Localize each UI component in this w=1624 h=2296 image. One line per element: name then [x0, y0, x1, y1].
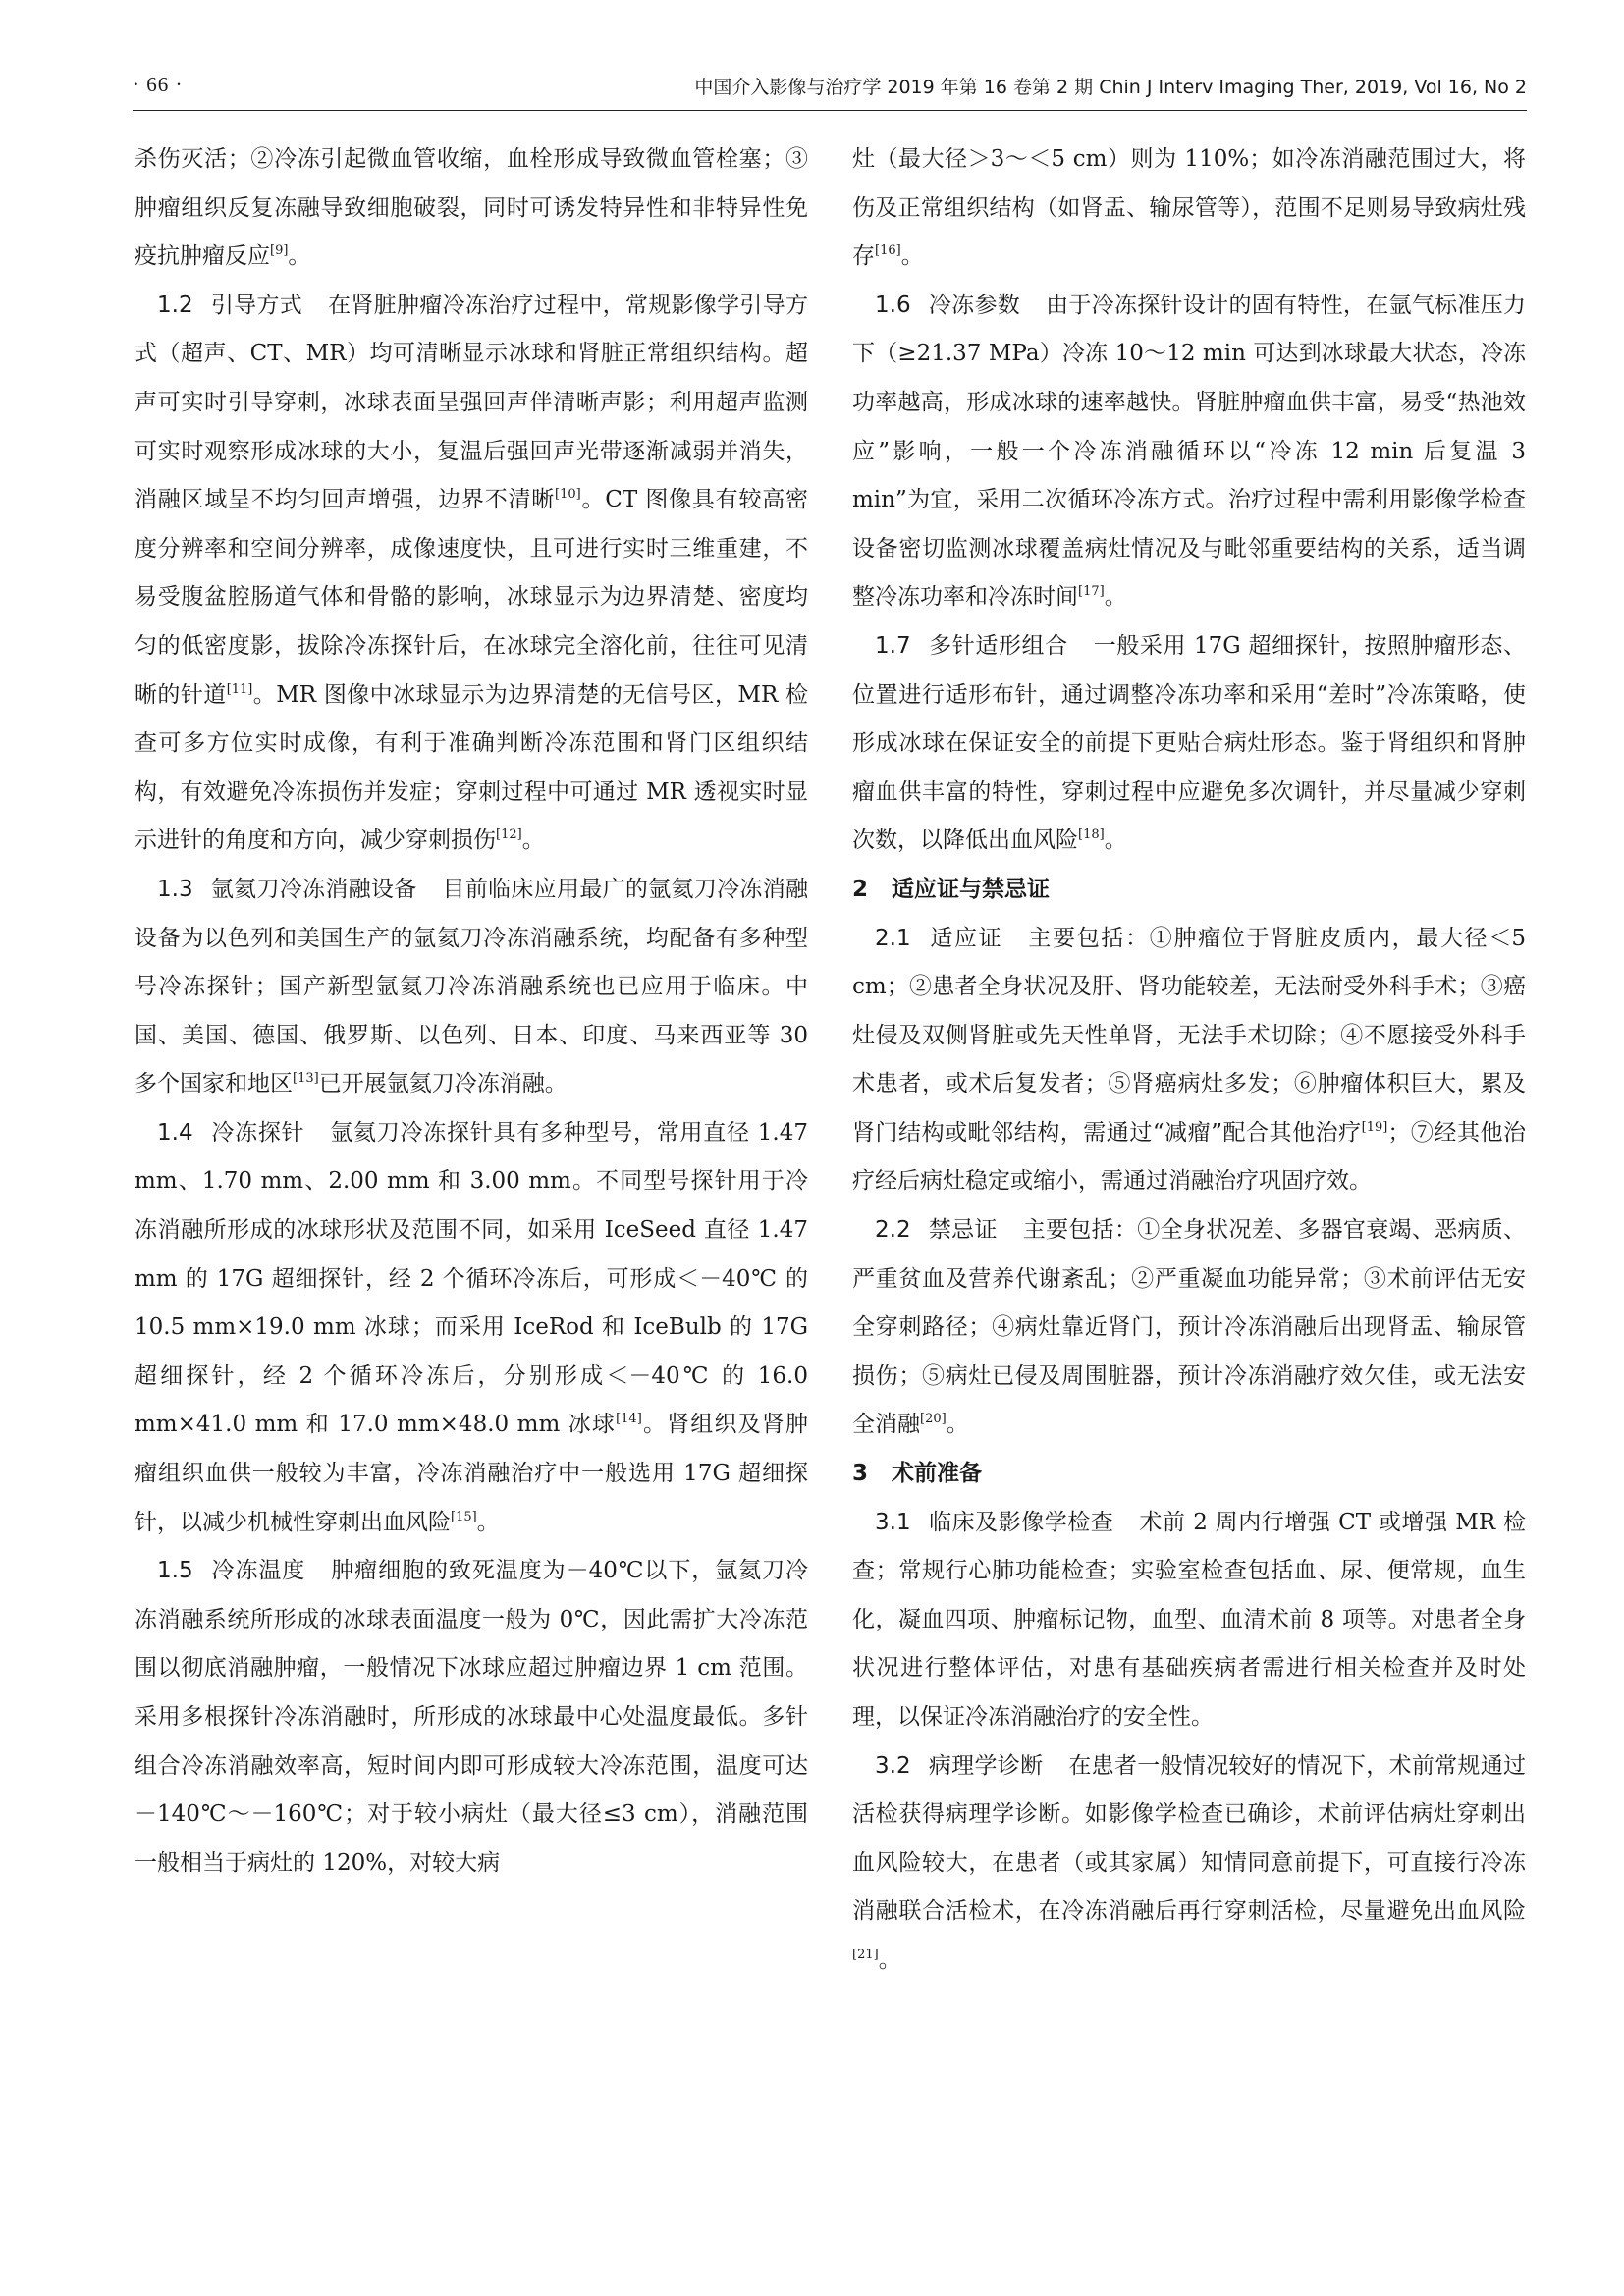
subsection-number: 1.4 [157, 1119, 193, 1146]
subsection-number: 1.2 [157, 292, 193, 318]
paragraph [852, 622, 1526, 866]
body-text: 氩氦刀冷冻探针具有多种型号，常用直径 1.47 mm、1.70 mm、2.00 mm 和 3.00 mm。不同型号探针用于冷冻消融所形成的冰球形状及范围不同，如采用 IceSeed 直径 1.47 mm 的 17G 超细探针，经 2 个循环冷冻后，可形成＜－40℃ 的 10.5 mm×19.0 mm 冰球；而采用 IceRod 和 IceBulb 的 17G 超细探针，经 2 个循环冷冻后，分别形成＜－40℃ 的 16.0 mm×41.0 mm 和 17.0 mm×48.0 mm 冰球 [135, 1119, 808, 1438]
citation-ref: [18] [1078, 828, 1105, 843]
citation-ref: [9] [270, 243, 289, 259]
body-text: 。CT 图像具有较高密度分辨率和空间分辨率，成像速度快，且可进行实时三维重建，不易受腹盆腔肠道气体和骨骼的影响，冰球显示为边界清楚、密度均匀的低密度影，拔除冷冻探针后，在冰球完全溶化前，往往可见清晰的针道 [135, 487, 809, 708]
body-text: 。 [1104, 584, 1127, 611]
body-text: 一般采用 17G 超细探针，按照肿瘤形态、位置进行适形布针，通过调整冷冻功率和采用“差时”冷冻策略，使形成冰球在保证安全的前提下更贴合病灶形态。鉴于肾组织和肾肿瘤血供丰富的特性，穿刺过程中应避免多次调针，并尽量减少穿刺次数，以降低出血风险 [852, 632, 1527, 854]
subsection-title: 氩氦刀冷冻消融设备 [210, 876, 417, 902]
subsection-title: 禁忌证 [928, 1217, 998, 1244]
body-text: ；⑦经其他治疗经后病灶稳定或缩小，需通过消融治疗巩固疗效。 [852, 1119, 1526, 1195]
subsection-title: 临床及影像学检查 [928, 1509, 1114, 1535]
body-text: 。 [476, 1509, 500, 1535]
section-title: 适应证与禁忌证 [892, 876, 1051, 902]
right-column [852, 135, 1526, 1986]
citation-ref: [19] [1361, 1119, 1388, 1135]
body-text: 杀伤灭活；②冷冻引起微血管收缩，血栓形成导致微血管栓塞；③肿瘤组织反复冻融导致细胞破裂，同时可诱发特异性和非特异性免疫抗肿瘤反应 [135, 146, 808, 270]
section-number: 3 [852, 1461, 869, 1487]
paragraph [135, 1109, 808, 1547]
body-text: 已开展氩氦刀冷冻消融。 [318, 1071, 568, 1097]
body-text: 。MR 图像中冰球显示为边界清楚的无信号区，MR 检查可多方位实时成像，有利于准确判断冷冻范围和肾门区组织结构，有效避免冷冻损伤并发症；穿刺过程中可通过 MR 透视实时显示进针的角度和方向，减少穿刺损伤 [135, 681, 809, 854]
paragraph [852, 1206, 1526, 1450]
paragraph [852, 1499, 1526, 1742]
paragraph [852, 135, 1526, 282]
body-text: 主要包括：①全身状况差、多器官衰竭、恶病质、严重贫血及营养代谢紊乱；②严重凝血功能异常；③术前评估无安全穿刺路径；④病灶靠近肾门，预计冷冻消融后出现肾盂、输尿管损伤；⑤病灶已侵及周围脏器，预计冷冻消融疗效欠佳，或无法安全消融 [852, 1217, 1526, 1438]
subsection-number: 1.7 [875, 632, 911, 659]
subsection-number: 1.5 [157, 1558, 193, 1584]
paragraph [852, 1742, 1526, 1986]
subsection-title: 引导方式 [210, 292, 303, 318]
paragraph [135, 135, 808, 282]
subsection-number: 3.2 [875, 1752, 911, 1779]
subsection-number: 3.1 [875, 1509, 911, 1535]
paragraph [852, 282, 1526, 622]
citation-ref: [21] [852, 1947, 879, 1962]
section-heading [852, 866, 1526, 915]
page-number: · 66 · [133, 73, 184, 96]
citation-ref: [11] [226, 681, 253, 697]
body-text: 术前 2 周内行增强 CT 或增强 MR 检查；常规行心肺功能检查；实验室检查包括血、尿、便常规，血生化，凝血四项、肿瘤标记物，血型、血清术前 8 项等。对患者全身状况进行整体评估，对患有基础疾病者需进行相关检查并及时处理，以保证冷冻消融治疗的安全性。 [852, 1509, 1527, 1730]
citation-ref: [14] [616, 1412, 642, 1427]
body-text: 。 [521, 828, 545, 854]
subsection-number: 1.6 [875, 292, 911, 318]
body-text: 主要包括：①肿瘤位于肾脏皮质内，最大径＜5 cm；②患者全身状况及肝、肾功能较差，无法耐受外科手术；③癌灶侵及双侧肾脏或先天性单肾，无法手术切除；④不愿接受外科手术患者，或术后复发者；⑤肾癌病灶多发；⑥肿瘤体积巨大，累及肾门结构或毗邻结构，需通过“减瘤”配合其他治疗 [852, 925, 1526, 1146]
subsection-number: 2.1 [875, 925, 911, 951]
citation-ref: [12] [496, 828, 522, 843]
paragraph [135, 282, 808, 866]
paragraph [135, 866, 808, 1109]
citation-ref: [20] [920, 1412, 947, 1427]
left-column [135, 135, 808, 1888]
subsection-title: 冷冻探针 [210, 1119, 305, 1146]
subsection-title: 多针适形组合 [928, 632, 1068, 659]
body-text: 。 [878, 1947, 901, 1973]
subsection-number: 2.2 [875, 1217, 911, 1244]
journal-citation: 中国介入影像与治疗学 2019 年第 16 卷第 2 期 Chin J Interv Imaging Ther, 2019, Vol 16, No 2 [694, 77, 1527, 98]
citation-ref: [10] [555, 487, 581, 503]
body-text: 肿瘤细胞的致死温度为－40℃以下，氩氦刀冷冻消融系统所形成的冰球表面温度一般为 0℃，因此需扩大冷冻范围以彻底消融肿瘤，一般情况下冰球应超过肿瘤边界 1 cm 范围。采用多根探针冷冻消融时，所形成的冰球最中心处温度最低。多针组合冷冻消融效率高，短时间内即可形成较大冷冻范围，温度可达－140℃～－160℃；对于较小病灶（最大径≤3 cm），消融范围一般相当于病灶的 120%，对较大病 [135, 1558, 809, 1876]
body-text: 目前临床应用最广的氩氦刀冷冻消融设备为以色列和美国生产的氩氦刀冷冻消融系统，均配备有多种型号冷冻探针；国产新型氩氦刀冷冻消融系统也已应用于临床。中国、美国、德国、俄罗斯、以色列、日本、印度、马来西亚等 30 多个国家和地区 [135, 876, 808, 1097]
paragraph [852, 915, 1526, 1207]
body-text: 。 [1104, 828, 1127, 854]
citation-ref: [15] [451, 1509, 477, 1524]
subsection-number: 1.3 [157, 876, 193, 902]
body-text: 。 [900, 243, 924, 270]
section-number: 2 [852, 876, 869, 902]
subsection-title: 冷冻温度 [210, 1558, 306, 1584]
running-header [133, 71, 1527, 111]
citation-ref: [13] [293, 1071, 319, 1087]
section-title: 术前准备 [892, 1461, 983, 1487]
subsection-title: 冷冻参数 [928, 292, 1021, 318]
body-text: 。肾组织及肾肿瘤组织血供一般较为丰富，冷冻消融治疗中一般选用 17G 超细探针，以减少机械性穿刺出血风险 [135, 1412, 808, 1535]
body-text: 由于冷冻探针设计的固有特性，在氩气标准压力下（≥21.37 MPa）冷冻 10～12 min 可达到冰球最大状态，冷冻功率越高，形成冰球的速率越快。肾脏肿瘤血供丰富，易受“热池效应”影响，一般一个冷冻消融循环以“冷冻 12 min 后复温 3 min”为宜，采用二次循环冷冻方式。治疗过程中需利用影像学检查设备密切监测冰球覆盖病灶情况及与毗邻重要结构的关系，适当调整冷冻功率和冷冻时间 [852, 292, 1526, 611]
citation-ref: [17] [1078, 584, 1105, 600]
body-text: 灶（最大径＞3～＜5 cm）则为 110%；如冷冻消融范围过大，将伤及正常组织结构（如肾盂、输尿管等），范围不足则易导致病灶残存 [852, 146, 1526, 270]
subsection-title: 病理学诊断 [928, 1752, 1044, 1779]
section-heading [852, 1450, 1526, 1499]
subsection-title: 适应证 [928, 925, 1003, 951]
body-text: 在肾脏肿瘤冷冻治疗过程中，常规影像学引导方式（超声、CT、MR）均可清晰显示冰球和肾脏正常组织结构。超声可实时引导穿刺，冰球表面呈强回声伴清晰声影；利用超声监测可实时观察形成冰球的大小，复温后强回声光带逐渐减弱并消失，消融区域呈不均匀回声增强，边界不清晰 [135, 292, 808, 513]
paragraph [135, 1547, 808, 1888]
body-text: 。 [288, 243, 311, 270]
citation-ref: [16] [875, 243, 901, 259]
body-text: 在患者一般情况较好的情况下，术前常规通过活检获得病理学诊断。如影像学检查已确诊，术前评估病灶穿刺出血风险较大，在患者（或其家属）知情同意前提下，可直接行冷冻消融联合活检术，在冷冻消融后再行穿刺活检，尽量避免出血风险 [852, 1752, 1526, 1925]
body-text: 。 [946, 1412, 969, 1438]
